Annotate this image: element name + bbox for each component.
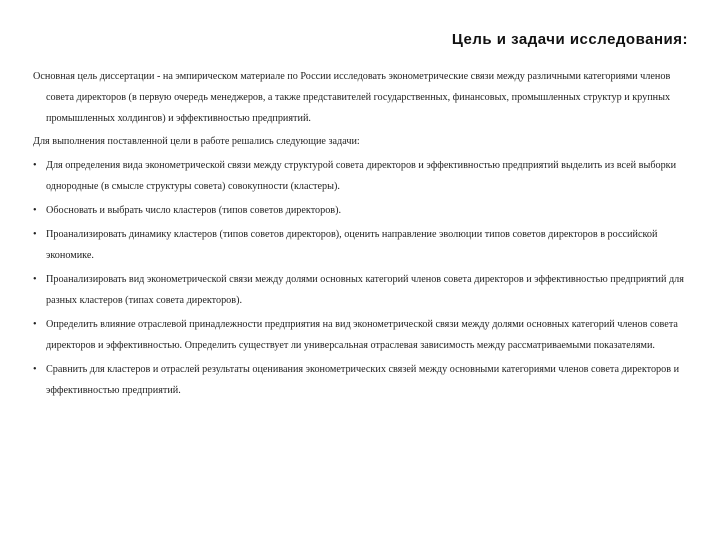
- task-item: [33, 155, 697, 197]
- task-item: [33, 200, 697, 221]
- bullet-icon: •: [33, 205, 37, 216]
- bullet-icon: •: [33, 160, 37, 171]
- task-item: [33, 224, 697, 266]
- bullet-icon: •: [33, 364, 37, 375]
- goal-paragraph: Основная цель диссертации - на эмпирическом материале по России исследовать эконометрические связи между различными категориями членов совета директоров (в первую очередь менеджеров, а также представителей государственных, финансовых, промышленных структур и крупных промышленных холдингов) и эффективностью предприятий.: [33, 71, 671, 124]
- task-item: [33, 314, 697, 356]
- tasks-lead-text: Для выполнения поставленной цели в работе решались следующие задачи:: [33, 136, 360, 147]
- bullet-icon: •: [33, 229, 37, 240]
- task-item: [33, 269, 697, 311]
- task-text: Для определения вида эконометрической связи между структурой совета директоров и эффективностью предприятий выделить из всей выборки однородные (в смысле структуры совета) совокупности (кластеры).: [46, 160, 677, 192]
- bullet-icon: •: [33, 274, 37, 285]
- slide-title: Цель и задачи исследования:: [451, 31, 688, 48]
- slide-content: [33, 66, 697, 404]
- task-text: Проанализировать динамику кластеров (типов советов директоров), оценить направление эволюции типов советов директоров в российской экономике.: [46, 229, 658, 261]
- task-text: Обосновать и выбрать число кластеров (типов советов директоров).: [46, 205, 342, 216]
- tasks-list: [33, 155, 697, 401]
- task-text: Проанализировать вид эконометрической связи между долями основных категорий членов совета директоров и эффективностью предприятий для разных кластеров (типах совета директоров).: [46, 274, 684, 306]
- task-text: Определить влияние отраслевой принадлежности предприятия на вид эконометрической связи между долями основных категорий членов совета директоров и эффективностью. Определить существует ли универсальная отраслевая зависимость между рассматриваемыми показателями.: [46, 319, 678, 351]
- bullet-icon: •: [33, 319, 37, 330]
- task-item: [33, 359, 697, 401]
- task-text: Сравнить для кластеров и отраслей результаты оценивания эконометрических связей между основными категориями членов совета директоров и эффективностью предприятий.: [46, 364, 680, 396]
